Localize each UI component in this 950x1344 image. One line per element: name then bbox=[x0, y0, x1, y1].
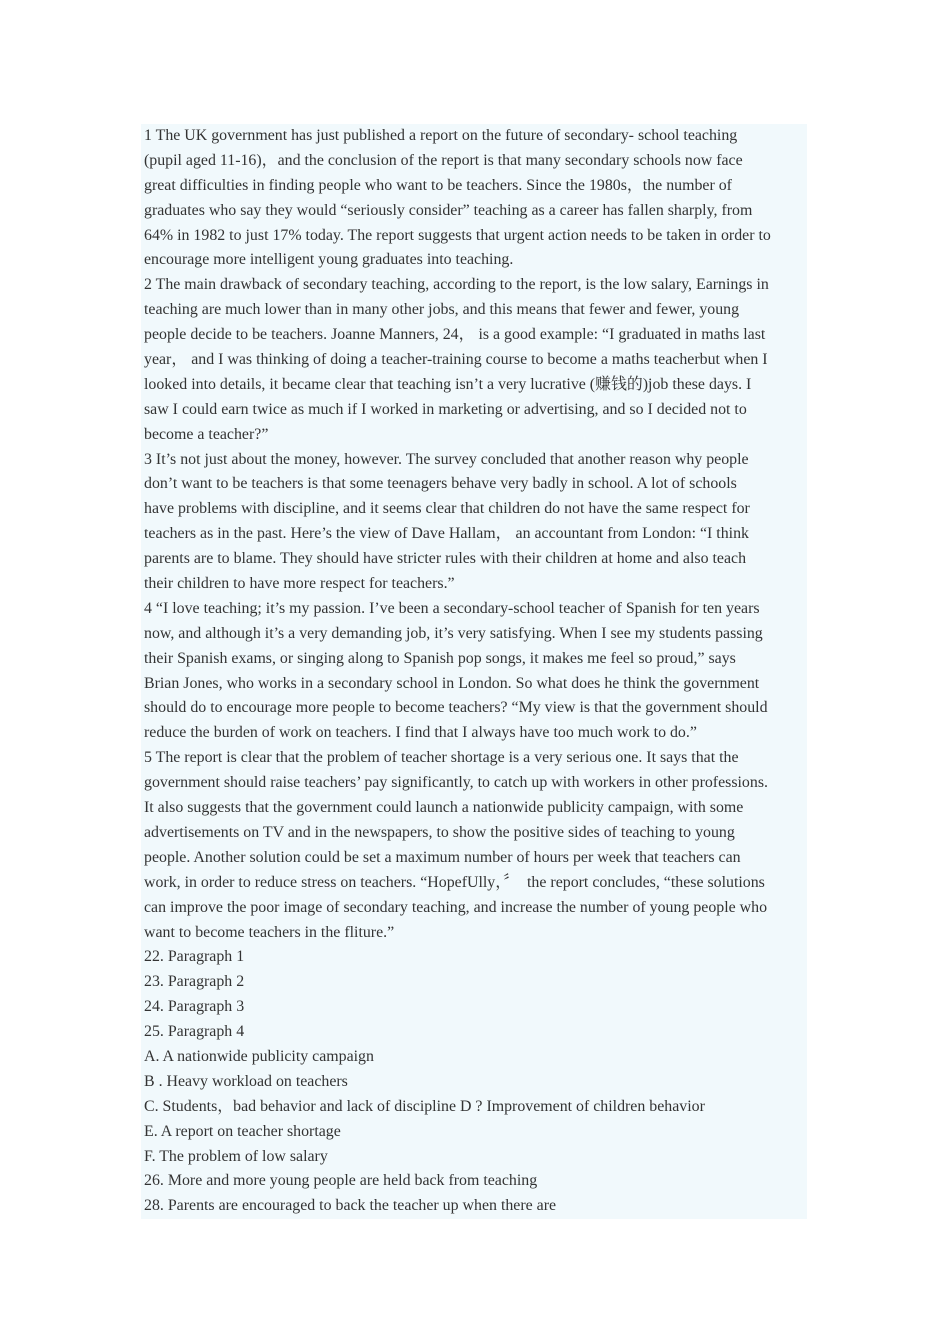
text-line: teaching are much lower than in many other jobs, and this means that fewer and fewer, young bbox=[144, 301, 740, 319]
text-line: 1 The UK government has just published a report on the future of secondary- school teaching bbox=[144, 127, 738, 144]
text-line: people decide to be teachers. Joanne Manners, 24， is a good example: “I graduated in maths last bbox=[144, 326, 766, 344]
text-line: reduce the burden of work on teachers. I find that I always have too much work to do.” bbox=[144, 724, 697, 742]
text-line: 64% in 1982 to just 17% today. The report suggests that urgent action needs to be taken in order to bbox=[144, 226, 771, 244]
text-line: their Spanish exams, or singing along to Spanish pop songs, it makes me feel so proud,” says bbox=[144, 649, 736, 667]
text-line: (pupil aged 11-16)，and the conclusion of the report is that many secondary schools now face bbox=[144, 151, 743, 169]
option-line: F. The problem of low salary bbox=[144, 1147, 328, 1165]
text-line: government should raise teachers’ pay significantly, to catch up with workers in other professions. bbox=[144, 774, 768, 792]
text-line: teachers as in the past. Here’s the view of Dave Hallam， an accountant from London: “I think bbox=[144, 525, 749, 543]
text-line: Brian Jones, who works in a secondary school in London. So what does he think the government bbox=[144, 674, 760, 692]
text-line: encourage more intelligent young graduates into teaching. bbox=[144, 251, 514, 269]
text-line: parents are to blame. They should have stricter rules with their children at home and also teach bbox=[144, 550, 747, 568]
text-line: 4 “I love teaching; it’s my passion. I’ve been a secondary-school teacher of Spanish for ten years bbox=[144, 599, 760, 617]
text-line: work, in order to reduce stress on teachers. “HopefUlly，〞 the report concludes, “these solutions bbox=[144, 873, 765, 891]
text-line: advertisements on TV and in the newspapers, to show the positive sides of teaching to young bbox=[144, 823, 735, 841]
option-line: A. A nationwide publicity campaign bbox=[144, 1047, 374, 1065]
text-line: their children to have more respect for teachers.” bbox=[144, 575, 455, 593]
text-line: become a teacher?” bbox=[144, 425, 269, 443]
option-line: E. A report on teacher shortage bbox=[144, 1122, 341, 1140]
text-line: saw I could earn twice as much if I worked in marketing or advertising, and so I decided not to bbox=[144, 400, 747, 418]
text-line: 5 The report is clear that the problem of teacher shortage is a very serious one. It says that the bbox=[144, 749, 739, 767]
question-line: 24. Paragraph 3 bbox=[144, 998, 245, 1016]
text-line: don’t want to be teachers is that some teenagers behave very badly in school. A lot of schools bbox=[144, 475, 737, 493]
option-line: B . Heavy workload on teachers bbox=[144, 1072, 348, 1090]
text-line: have problems with discipline, and it seems clear that children do not have the same respect for bbox=[144, 500, 750, 518]
text-line: great difficulties in finding people who want to be teachers. Since the 1980s，the number of bbox=[144, 176, 732, 194]
text-line: 3 It’s not just about the money, however. The survey concluded that another reason why people bbox=[144, 450, 749, 468]
question-line: 28. Parents are encouraged to back the teacher up when there are bbox=[144, 1197, 557, 1215]
text-line: looked into details, it became clear that teaching isn’t a very lucrative (赚钱的)job these days. I bbox=[144, 375, 752, 393]
text-line: year， and I was thinking of doing a teacher-training course to become a maths teacherbut when I bbox=[144, 351, 768, 369]
text-line: want to become teachers in the fliture.” bbox=[144, 923, 395, 941]
question-line: 25. Paragraph 4 bbox=[144, 1023, 245, 1041]
text-line: now, and although it’s a very demanding job, it’s very satisfying. When I see my students passing bbox=[144, 624, 763, 642]
text-line: 2 The main drawback of secondary teaching, according to the report, is the low salary, Earnings in bbox=[144, 276, 769, 294]
question-line: 23. Paragraph 2 bbox=[144, 973, 245, 991]
option-line: C. Students，bad behavior and lack of discipline D ? Improvement of children behavior bbox=[144, 1097, 705, 1115]
text-line: can improve the poor image of secondary teaching, and increase the number of young people who bbox=[144, 898, 768, 916]
text-line: It also suggests that the government could launch a nationwide publicity campaign, with some bbox=[144, 799, 744, 817]
text-line: people. Another solution could be set a maximum number of hours per week that teachers can bbox=[144, 848, 741, 866]
text-line: graduates who say they would “seriously consider” teaching as a career has fallen sharply, from bbox=[144, 201, 753, 219]
question-line: 26. More and more young people are held back from teaching bbox=[144, 1172, 538, 1190]
text-line: should do to encourage more people to become teachers? “My view is that the government should bbox=[144, 699, 768, 717]
question-line: 22. Paragraph 1 bbox=[144, 948, 245, 966]
document-body bbox=[141, 124, 807, 1219]
